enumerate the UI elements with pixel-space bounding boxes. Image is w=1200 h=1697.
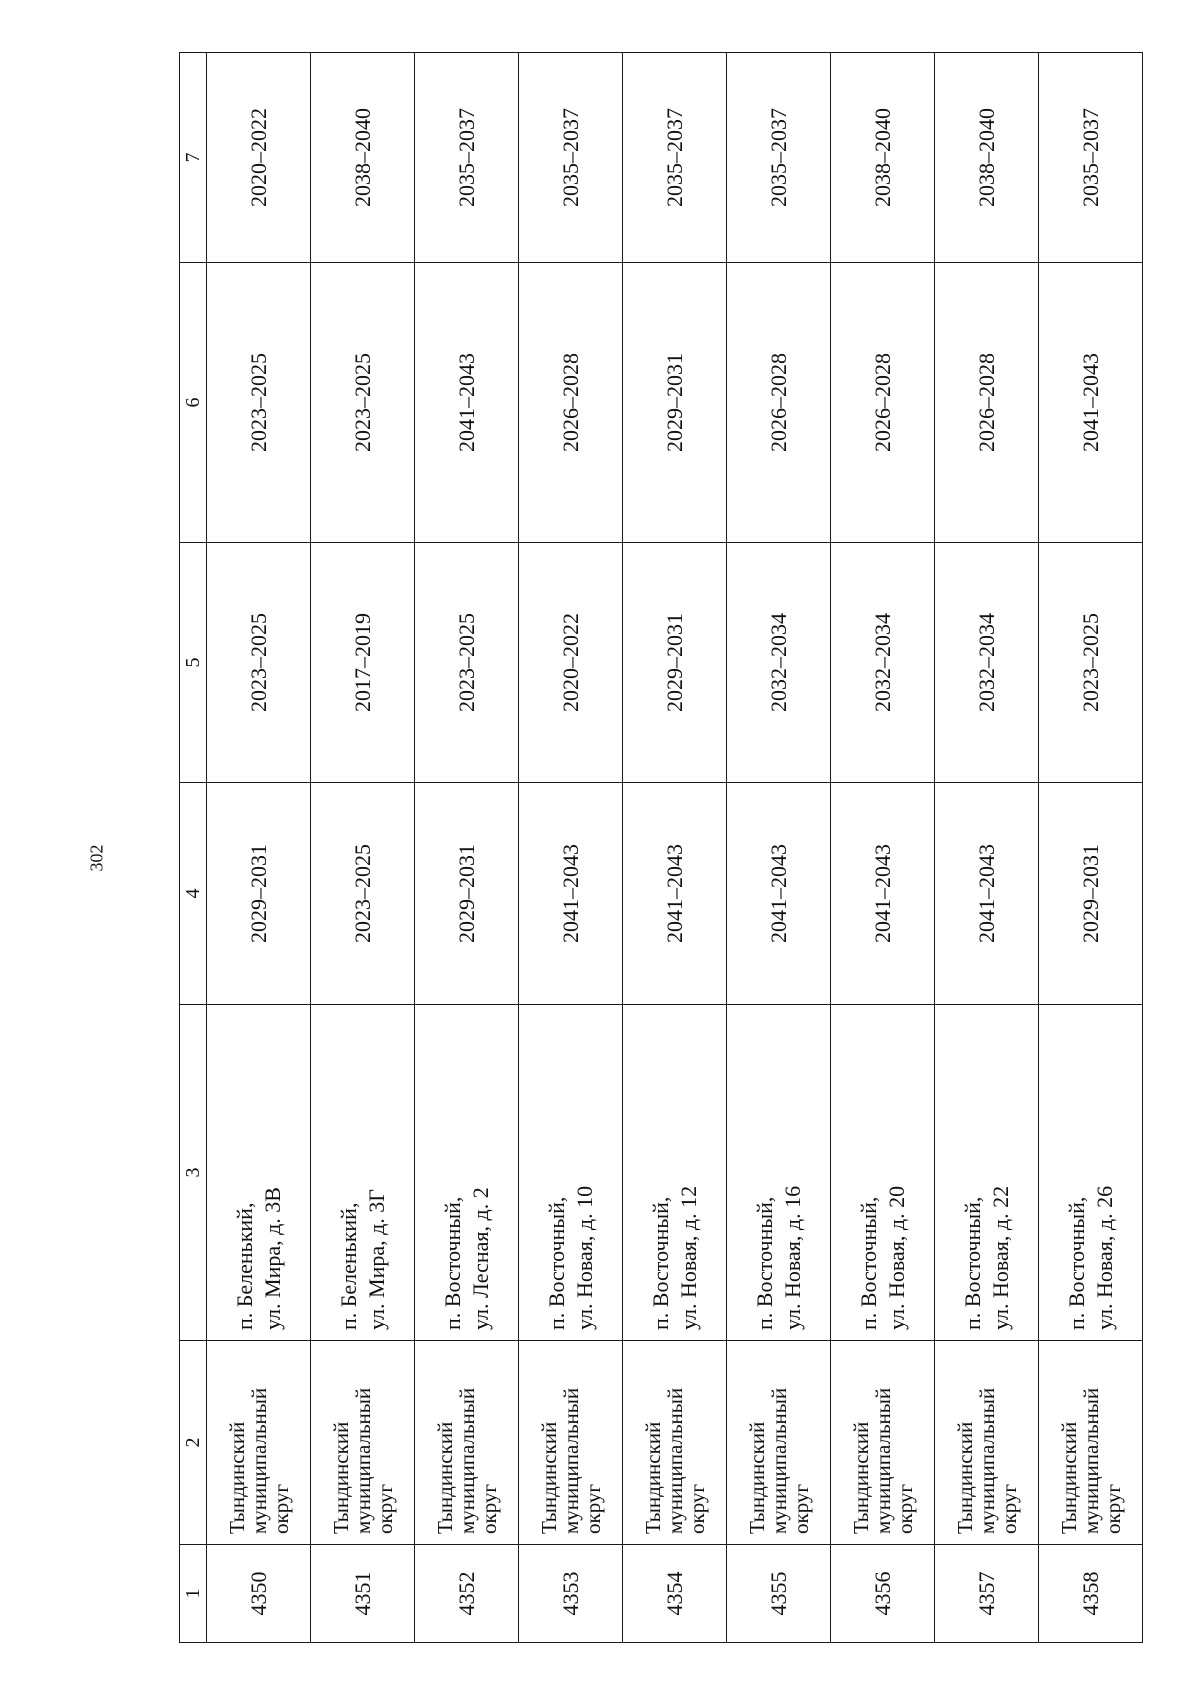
data-table <box>179 52 1143 1643</box>
table-row <box>311 53 415 1643</box>
municipality-cell <box>935 1341 1039 1545</box>
municipality-line: муниципальный <box>558 1387 583 1534</box>
address-line: ул. Новая, д. 26 <box>1091 1185 1117 1330</box>
municipality-line: округ <box>476 1483 501 1534</box>
address-line: ул. Лесная, д. 2 <box>467 1187 493 1330</box>
address-cell <box>519 1005 623 1341</box>
year-range-cell: 2041–2043 <box>831 783 935 1005</box>
municipality-line: Тындинский <box>1056 1421 1081 1534</box>
municipality-line: округ <box>684 1483 709 1534</box>
address-cell <box>415 1005 519 1341</box>
municipality-cell <box>415 1341 519 1545</box>
column-header: 7 <box>180 53 207 263</box>
address-cell <box>727 1005 831 1341</box>
year-range-cell: 2038–2040 <box>935 53 1039 263</box>
year-range-cell: 2026–2028 <box>935 263 1039 543</box>
year-range-cell: 2038–2040 <box>831 53 935 263</box>
municipality-line: Тындинский <box>848 1421 873 1534</box>
municipality-line: муниципальный <box>350 1387 375 1534</box>
municipality-cell <box>831 1341 935 1545</box>
row-number-cell: 4353 <box>519 1545 623 1643</box>
municipality-line: округ <box>372 1483 397 1534</box>
year-range-cell: 2035–2037 <box>623 53 727 263</box>
address-line: ул. Новая, д. 20 <box>883 1185 909 1330</box>
address-line: п. Восточный, <box>751 1196 777 1330</box>
address-line: п. Восточный, <box>959 1196 985 1330</box>
municipality-line: муниципальный <box>662 1387 687 1534</box>
municipality-line: Тындинский <box>432 1421 457 1534</box>
municipality-line: муниципальный <box>766 1387 791 1534</box>
municipality-line: Тындинский <box>224 1421 249 1534</box>
table-row <box>519 53 623 1643</box>
table-row <box>1039 53 1143 1643</box>
municipality-line: округ <box>996 1483 1021 1534</box>
municipality-cell <box>623 1341 727 1545</box>
address-line: п. Беленький, <box>335 1202 361 1330</box>
municipality-line: Тындинский <box>952 1421 977 1534</box>
header-row <box>180 53 207 1643</box>
row-number-cell: 4357 <box>935 1545 1039 1643</box>
municipality-line: Тындинский <box>328 1421 353 1534</box>
table-row <box>207 53 311 1643</box>
year-range-cell: 2032–2034 <box>727 543 831 783</box>
address-cell <box>311 1005 415 1341</box>
year-range-cell: 2026–2028 <box>727 263 831 543</box>
year-range-cell: 2023–2025 <box>207 543 311 783</box>
municipality-cell <box>519 1341 623 1545</box>
table-row <box>623 53 727 1643</box>
address-line: п. Восточный, <box>1063 1196 1089 1330</box>
municipality-line: округ <box>580 1483 605 1534</box>
year-range-cell: 2023–2025 <box>415 543 519 783</box>
year-range-cell: 2029–2031 <box>623 263 727 543</box>
address-cell <box>623 1005 727 1341</box>
rotated-table-container <box>179 53 1137 1643</box>
address-line: ул. Мира, д. 3В <box>259 1187 285 1330</box>
year-range-cell: 2029–2031 <box>207 783 311 1005</box>
municipality-cell <box>1039 1341 1143 1545</box>
year-range-cell: 2035–2037 <box>1039 53 1143 263</box>
year-range-cell: 2023–2025 <box>207 263 311 543</box>
municipality-line: муниципальный <box>1078 1387 1103 1534</box>
year-range-cell: 2023–2025 <box>311 263 415 543</box>
table-row <box>415 53 519 1643</box>
address-line: ул. Мира, д. 3Г <box>363 1188 389 1330</box>
address-line: п. Беленький, <box>231 1202 257 1330</box>
row-number-cell: 4350 <box>207 1545 311 1643</box>
year-range-cell: 2020–2022 <box>207 53 311 263</box>
year-range-cell: 2035–2037 <box>519 53 623 263</box>
year-range-cell: 2032–2034 <box>831 543 935 783</box>
year-range-cell: 2041–2043 <box>415 263 519 543</box>
column-header: 3 <box>180 1005 207 1341</box>
year-range-cell: 2023–2025 <box>311 783 415 1005</box>
table-row <box>727 53 831 1643</box>
municipality-cell <box>311 1341 415 1545</box>
year-range-cell: 2035–2037 <box>415 53 519 263</box>
year-range-cell: 2029–2031 <box>415 783 519 1005</box>
municipality-line: Тындинский <box>640 1421 665 1534</box>
address-cell <box>831 1005 935 1341</box>
year-range-cell: 2017–2019 <box>311 543 415 783</box>
municipality-line: округ <box>1100 1483 1125 1534</box>
year-range-cell: 2038–2040 <box>311 53 415 263</box>
year-range-cell: 2029–2031 <box>623 543 727 783</box>
column-header: 6 <box>180 263 207 543</box>
municipality-line: округ <box>892 1483 917 1534</box>
row-number-cell: 4356 <box>831 1545 935 1643</box>
year-range-cell: 2026–2028 <box>519 263 623 543</box>
year-range-cell: 2026–2028 <box>831 263 935 543</box>
municipality-line: муниципальный <box>454 1387 479 1534</box>
row-number-cell: 4355 <box>727 1545 831 1643</box>
address-line: п. Восточный, <box>439 1196 465 1330</box>
row-number-cell: 4354 <box>623 1545 727 1643</box>
year-range-cell: 2032–2034 <box>935 543 1039 783</box>
row-number-cell: 4358 <box>1039 1545 1143 1643</box>
municipality-line: округ <box>788 1483 813 1534</box>
municipality-line: Тындинский <box>744 1421 769 1534</box>
year-range-cell: 2041–2043 <box>623 783 727 1005</box>
year-range-cell: 2023–2025 <box>1039 543 1143 783</box>
column-header: 2 <box>180 1341 207 1545</box>
year-range-cell: 2020–2022 <box>519 543 623 783</box>
row-number-cell: 4351 <box>311 1545 415 1643</box>
column-header: 4 <box>180 783 207 1005</box>
year-range-cell: 2041–2043 <box>1039 263 1143 543</box>
address-line: п. Восточный, <box>647 1196 673 1330</box>
year-range-cell: 2041–2043 <box>935 783 1039 1005</box>
row-number-cell: 4352 <box>415 1545 519 1643</box>
municipality-line: муниципальный <box>974 1387 999 1534</box>
municipality-line: муниципальный <box>870 1387 895 1534</box>
year-range-cell: 2041–2043 <box>519 783 623 1005</box>
address-cell <box>1039 1005 1143 1341</box>
year-range-cell: 2035–2037 <box>727 53 831 263</box>
address-cell <box>935 1005 1039 1341</box>
address-line: п. Восточный, <box>855 1196 881 1330</box>
table-row <box>935 53 1039 1643</box>
address-line: п. Восточный, <box>543 1196 569 1330</box>
table-row <box>831 53 935 1643</box>
address-cell <box>207 1005 311 1341</box>
address-line: ул. Новая, д. 16 <box>779 1185 805 1330</box>
municipality-cell <box>727 1341 831 1545</box>
address-line: ул. Новая, д. 22 <box>987 1185 1013 1330</box>
municipality-cell <box>207 1341 311 1545</box>
municipality-line: Тындинский <box>536 1421 561 1534</box>
table-body <box>207 53 1143 1643</box>
municipality-line: муниципальный <box>246 1387 271 1534</box>
year-range-cell: 2041–2043 <box>727 783 831 1005</box>
address-line: ул. Новая, д. 12 <box>675 1185 701 1330</box>
address-line: ул. Новая, д. 10 <box>571 1185 597 1330</box>
municipality-line: округ <box>268 1483 293 1534</box>
page-number: 302 <box>86 844 107 872</box>
year-range-cell: 2029–2031 <box>1039 783 1143 1005</box>
column-header: 5 <box>180 543 207 783</box>
column-header: 1 <box>180 1545 207 1643</box>
